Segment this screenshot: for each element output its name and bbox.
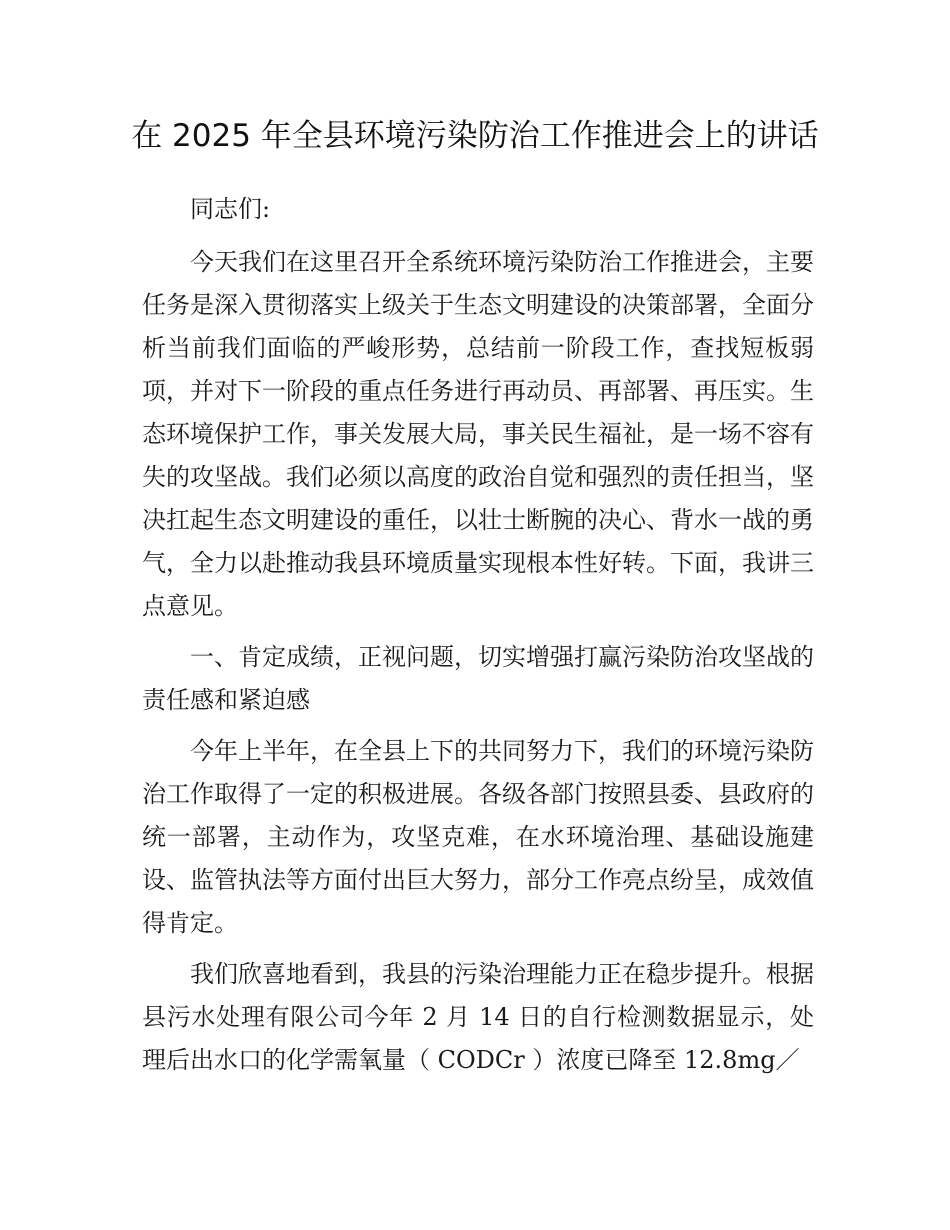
section-heading-1: 一、肯定成绩，正视问题，切实增强打赢污染防治攻坚战的责任感和紧迫感 bbox=[142, 643, 814, 714]
paragraph-intro: 今天我们在这里召开全系统环境污染防治工作推进会，主要任务是深入贯彻落实上级关于生态文明建设的决策部署，全面分析当前我们面临的严峻形势，总结前一阶段工作，查找短板弱项，并对下一阶段的重点任务进行再动员、再部署、再压实。生态环境保护工作，事关发展大局，事关民生福祉，是一场不容有失的攻坚战。我们必须以高度的政治自觉和强烈的责任担当，坚决扛起生态文明建设的重任，以壮士断腕的决心、背水一战的勇气，全力以赴推动我县环境质量实现根本性好转。下面，我讲三点意见。 bbox=[142, 248, 814, 620]
document-title: 在 2025 年全县环境污染防治工作推进会上的讲话 bbox=[131, 118, 819, 154]
salutation: 同志们: bbox=[190, 195, 271, 223]
document-body bbox=[142, 188, 814, 1090]
paragraph-data: 我们欣喜地看到，我县的污染治理能力正在稳步提升。根据县污水处理有限公司今年 2 月 14 日的自行检测数据显示，处理后出水口的化学需氧量（ CODCr ）浓度已降至 12.8mg／ bbox=[142, 960, 814, 1074]
paragraph-achievements: 今年上半年，在全县上下的共同努力下，我们的环境污染防治工作取得了一定的积极进展。各级各部门按照县委、县政府的统一部署，主动作为，攻坚克难，在水环境治理、基础设施建设、监管执法等方面付出巨大努力，部分工作亮点纷呈，成效值得肯定。 bbox=[142, 737, 814, 937]
